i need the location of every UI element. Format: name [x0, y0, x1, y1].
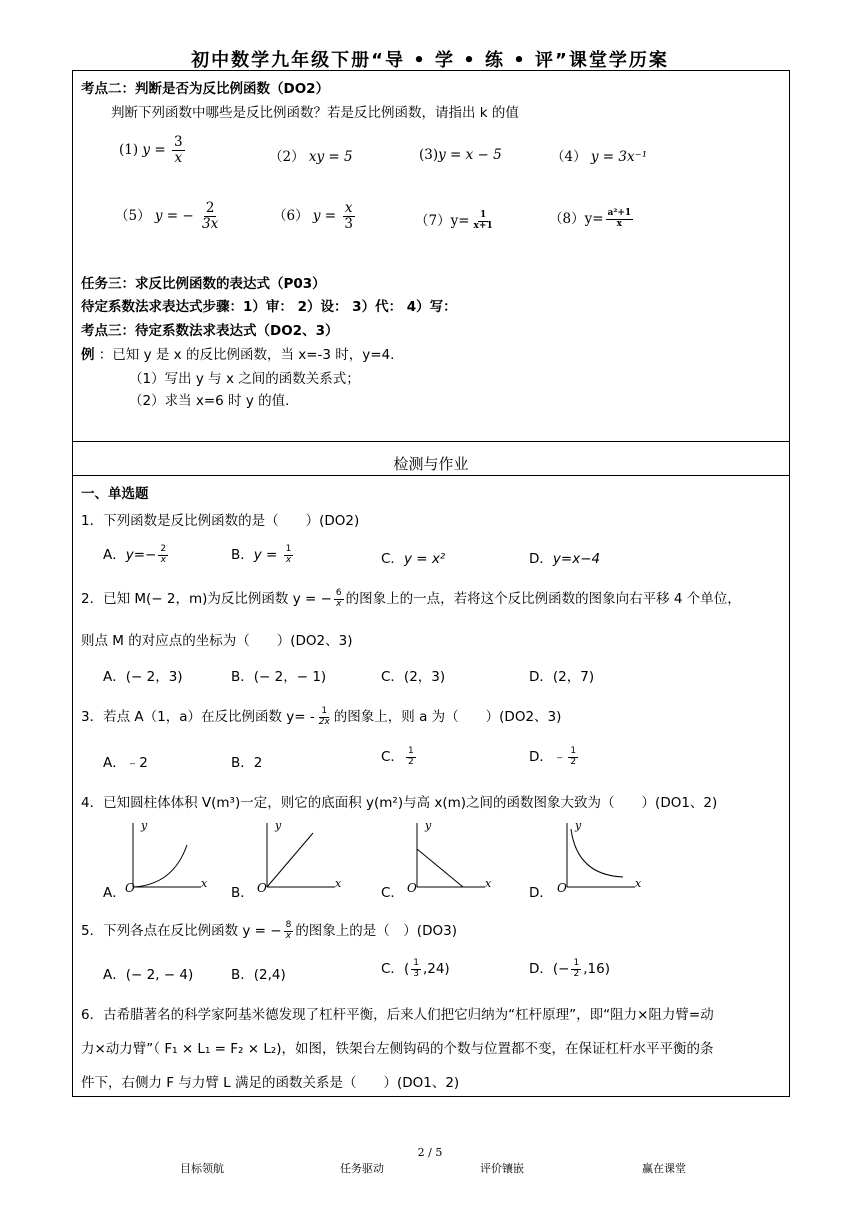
- q2-stem-cont: 则点 M 的对应点的坐标为（ ）(DO2、3): [81, 633, 353, 649]
- part-title: 一、单选题: [81, 486, 149, 502]
- graph-d: [557, 819, 647, 899]
- example-q2: （2）求当 x=6 时 y 的值.: [129, 393, 290, 409]
- q1-option-a: A．y=− $\frac{2}{x}$: [103, 543, 167, 565]
- axis-label: x: [335, 877, 342, 890]
- axis-label: y: [275, 819, 282, 832]
- q2-option-b: B．(− 2，− 1): [231, 669, 327, 685]
- item-8: （8）y= $\frac{\text{a²+1}}{x}$: [549, 208, 632, 229]
- origin-label: O: [257, 881, 267, 895]
- axis-label: y: [425, 819, 432, 832]
- q5-option-b: B．(2,4): [231, 967, 286, 983]
- origin-label: O: [407, 881, 417, 895]
- q1-option-c: C．y = x²: [381, 551, 446, 567]
- page-header-title: 初中数学九年级下册“导 • 学 • 练 • 评”课堂学历案: [191, 50, 669, 71]
- q5-option-c: C．( $\frac{1}{3}$ ,24): [381, 957, 450, 979]
- item-3: (3)y = x − 5: [419, 147, 502, 163]
- kp2-prompt: 判断下列函数中哪些是反比例函数？若是反比例函数，请指出 k 的值: [111, 105, 519, 121]
- item-1: (1) y = $\frac{3}{x}$: [119, 134, 183, 166]
- q4-option-b: B．: [231, 885, 254, 901]
- q3-option-b: B．2: [231, 755, 263, 771]
- axis-label: y: [575, 819, 582, 832]
- footer-item: 任务驱动: [340, 1162, 384, 1175]
- axis-label: x: [201, 877, 208, 890]
- steps-text: 待定系数法求表达式步骤：1）审： 2）设： 3）代： 4）写：: [81, 299, 457, 315]
- q1-option-d: D．y=x−4: [529, 551, 601, 567]
- q2-option-a: A．(− 2，3): [103, 669, 183, 685]
- q1-option-b: B．y = $\frac{1}{x}$: [231, 543, 292, 565]
- q1-stem: 1．下列函数是反比例函数的是（ ）(DO2): [81, 513, 360, 529]
- q4-stem: 4．已知圆柱体体积 V(m³)一定，则它的底面积 y(m²)与高 x(m)之间的函数图象大致为（ ）(DO1、2): [81, 795, 718, 811]
- page-number: 2 / 5: [417, 1146, 443, 1159]
- example-q1: （1）写出 y 与 x 之间的函数关系式；: [129, 371, 360, 387]
- q3-stem: 3．若点 A（1，a）在反比例函数 y= - $\frac{1}{2x}$ 的图象上，则 a 为（ ）(DO2、3): [81, 705, 562, 727]
- q6-line2: 力×动力臂”（ F₁ × L₁ = F₂ × L₂)，如图，铁架台左侧钩码的个数与位置都不变，在保证杠杆水平平衡的条: [81, 1041, 714, 1057]
- q3-option-a: A．﹣2: [103, 755, 148, 771]
- axis-label: x: [635, 877, 642, 890]
- q3-option-c: C． $\frac{1}{2}$: [381, 745, 414, 767]
- task3-title: 任务三：求反比例函数的表达式（P03）: [81, 276, 326, 292]
- item-4: （4） y = 3x⁻¹: [551, 149, 648, 165]
- graph-b: [257, 819, 347, 899]
- q6-line1: 6．古希腊著名的科学家阿基米德发现了杠杆平衡，后来人们把它归纳为“杠杆原理”，即“阻力×阻力臂=动: [81, 1007, 714, 1023]
- q5-option-d: D．(− $\frac{1}{2}$ ,16): [529, 957, 610, 979]
- q6-line3: 件下，右侧力 F 与力臂 L 满足的函数关系是（ ）(DO1、2): [81, 1075, 460, 1091]
- origin-label: O: [125, 881, 135, 895]
- q2-option-c: C．(2，3): [381, 669, 446, 685]
- q2-option-d: D．(2，7): [529, 669, 595, 685]
- divider: [73, 475, 789, 476]
- example-text: 例 ：已知 y 是 x 的反比例函数，当 x=-3 时，y=4.: [81, 347, 395, 363]
- origin-label: O: [557, 881, 567, 895]
- divider: [73, 441, 789, 442]
- q3-option-d: D．﹣ $\frac{1}{2}$: [529, 745, 577, 767]
- footer-item: 评价镶嵌: [480, 1162, 524, 1175]
- axis-label: x: [485, 877, 492, 890]
- axis-label: y: [141, 819, 148, 832]
- item-7: （7）y= $\frac{1}{x+1}$: [415, 210, 493, 231]
- item-6: （6） y = $\frac{x}{3}$: [273, 200, 354, 232]
- q4-option-c: C．: [381, 885, 404, 901]
- graph-c: [407, 819, 497, 899]
- kp2-title: 考点二：判断是否为反比例函数（DO2）: [81, 81, 330, 97]
- section-title: 检测与作业: [393, 455, 469, 473]
- footer-item: 赢在课堂: [642, 1162, 686, 1175]
- content-table: [72, 71, 790, 1097]
- q4-option-d: D．: [529, 885, 553, 901]
- item-2: （2） xy = 5: [269, 149, 353, 165]
- q5-option-a: A．(− 2, − 4): [103, 967, 194, 983]
- footer-item: 目标领航: [180, 1162, 224, 1175]
- q4-option-a: A．: [103, 885, 126, 901]
- graph-a: [123, 819, 213, 899]
- q5-stem: 5．下列各点在反比例函数 y = − $\frac{8}{x}$ 的图象上的是（ ）(DO3): [81, 919, 457, 941]
- item-5: （5） y = − $\frac{2}{3x}$: [115, 200, 219, 232]
- kp3-title: 考点三：待定系数法求表达式（DO2、3）: [81, 323, 339, 339]
- q2-stem: 2．已知 M(− 2，m)为反比例函数 y = − $\frac{6}{x}$ 的图象上的一点，若将这个反比例函数的图象向右平移 4 个单位，: [81, 587, 741, 609]
